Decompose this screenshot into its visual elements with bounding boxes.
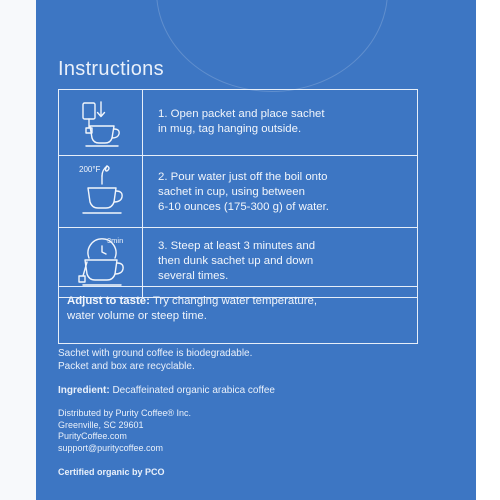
distributor-website: PurityCoffee.com — [58, 431, 127, 441]
instruction-step-1 — [59, 90, 417, 156]
step-2-line-3: 6-10 ounces (175-300 g) of water. — [158, 201, 329, 213]
step-3-line-1: 3. Steep at least 3 minutes and — [158, 240, 316, 252]
note-biodegradable: Sachet with ground coffee is biodegradable. — [58, 348, 253, 359]
adjust-line-2: water volume or steep time. — [67, 310, 207, 322]
adjust-text — [67, 294, 411, 324]
certification: Certified organic by PCO — [58, 467, 165, 477]
step-2-line-1: 2. Pour water just off the boil onto — [158, 171, 328, 183]
recycling-notes — [58, 347, 252, 373]
ingredient-label: Ingredient: — [58, 385, 110, 396]
instructions-table — [58, 89, 418, 287]
time-label: 3min — [107, 236, 124, 245]
adjust-label: Adjust to taste: — [67, 295, 150, 307]
adjust-box — [58, 287, 418, 344]
distributor-info — [58, 408, 191, 454]
adjust-line-1: Try changing water temperature, — [149, 295, 318, 307]
step-2-text — [158, 170, 409, 215]
step-1-text — [158, 107, 409, 137]
step-2-line-2: sachet in cup, using between — [158, 186, 305, 198]
ingredient-value: Decaffeinated organic arabica coffee — [109, 385, 275, 396]
instructions-title: Instructions — [58, 58, 164, 80]
step-3-line-3: several times. — [158, 270, 229, 282]
step-1-line-1: 1. Open packet and place sachet — [158, 108, 325, 120]
distributor-name: Distributed by Purity Coffee® Inc. — [58, 408, 192, 418]
hot-water-cup-icon — [59, 156, 143, 228]
temperature-label: 200°F — [79, 165, 101, 174]
step-3-line-2: then dunk sachet up and down — [158, 255, 314, 267]
tea-sachet-cup-icon — [59, 90, 143, 156]
note-recyclable: Packet and box are recyclable. — [58, 361, 195, 372]
distributor-email: support@puritycoffee.com — [58, 442, 164, 453]
box-edge — [0, 0, 36, 500]
ingredient-line — [58, 385, 275, 396]
distributor-address: Greenville, SC 29601 — [58, 419, 144, 430]
rim-arc — [156, 0, 388, 92]
step-2-icon-cell — [59, 156, 143, 227]
step-1-icon-cell — [59, 90, 143, 155]
step-1-line-2: in mug, tag hanging outside. — [158, 123, 302, 135]
step-3-text — [158, 239, 409, 284]
instruction-step-2 — [59, 156, 417, 228]
